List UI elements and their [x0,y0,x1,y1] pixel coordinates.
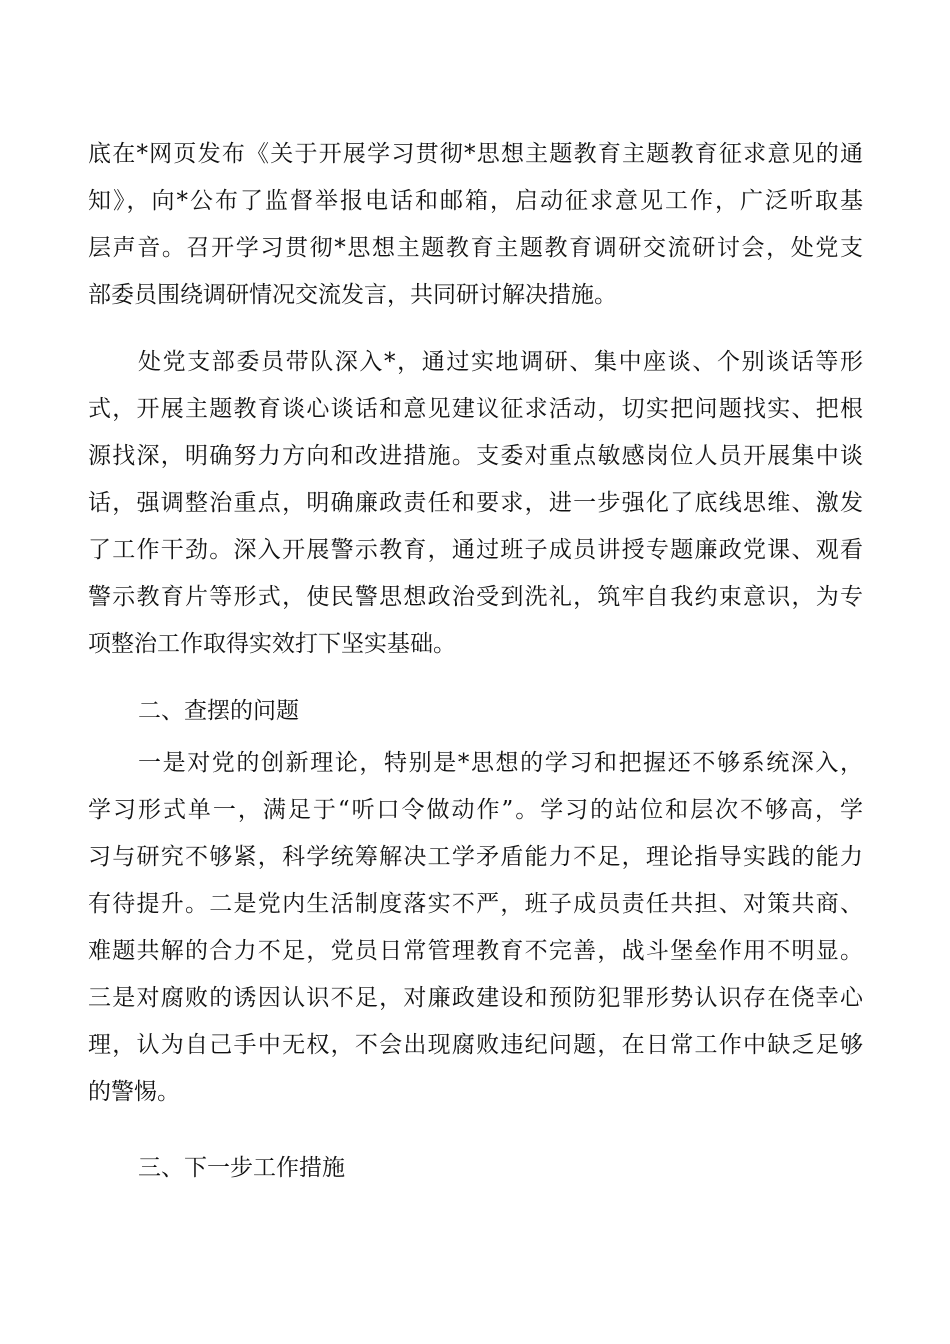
text-line: 的警惕。 [88,1079,180,1105]
text-line: 底在*网页发布《关于开展学习贯彻*思想主题教育主题教育征求意见的通 [88,141,863,167]
text-line: 部委员围绕调研情况交流发言，共同研讨解决措施。 [88,282,617,308]
text-line: 学习形式单一，满足于“听口令做动作”。学习的站位和层次不够高，学 [88,797,863,823]
text-line: 警示教育片等形式，使民警思想政治受到洗礼，筑牢自我约束意识，为专 [88,584,863,610]
text-line: 有待提升。二是党内生活制度落实不严，班子成员责任共担、对策共商、 [88,891,863,917]
text-line: 话，强调整治重点，明确廉政责任和要求，进一步强化了底线思维、激发 [88,490,863,516]
text-line: 一是对党的创新理论，特别是*思想的学习和把握还不够系统深入， [138,750,863,776]
section-heading-problems: 二、查摆的问题 [138,698,299,724]
text-line: 层声音。召开学习贯彻*思想主题教育主题教育调研交流研讨会，处党支 [88,235,863,261]
text-line: 源找深，明确努力方向和改进措施。支委对重点敏感岗位人员开展集中谈 [88,443,863,469]
text-line: 项整治工作取得实效打下坚实基础。 [88,631,456,657]
text-line: 习与研究不够紧，科学统筹解决工学矛盾能力不足，理论指导实践的能力 [88,844,863,870]
text-line: 理，认为自己手中无权，不会出现腐败违纪问题，在日常工作中缺乏足够 [88,1032,863,1058]
text-line: 了工作干劲。深入开展警示教育，通过班子成员讲授专题廉政党课、观看 [88,537,863,563]
text-line: 处党支部委员带队深入*，通过实地调研、集中座谈、个别谈话等形 [138,349,863,375]
text-line: 知》，向*公布了监督举报电话和邮箱，启动征求意见工作，广泛听取基 [88,188,863,214]
text-line: 式，开展主题教育谈心谈话和意见建议征求活动，切实把问题找实、把根 [88,396,863,422]
section-heading-next-steps: 三、下一步工作措施 [138,1155,345,1181]
text-line: 三是对腐败的诱因认识不足，对廉政建设和预防犯罪形势认识存在侥幸心 [88,985,863,1011]
text-line: 难题共解的合力不足，党员日常管理教育不完善，战斗堡垒作用不明显。 [88,938,863,964]
